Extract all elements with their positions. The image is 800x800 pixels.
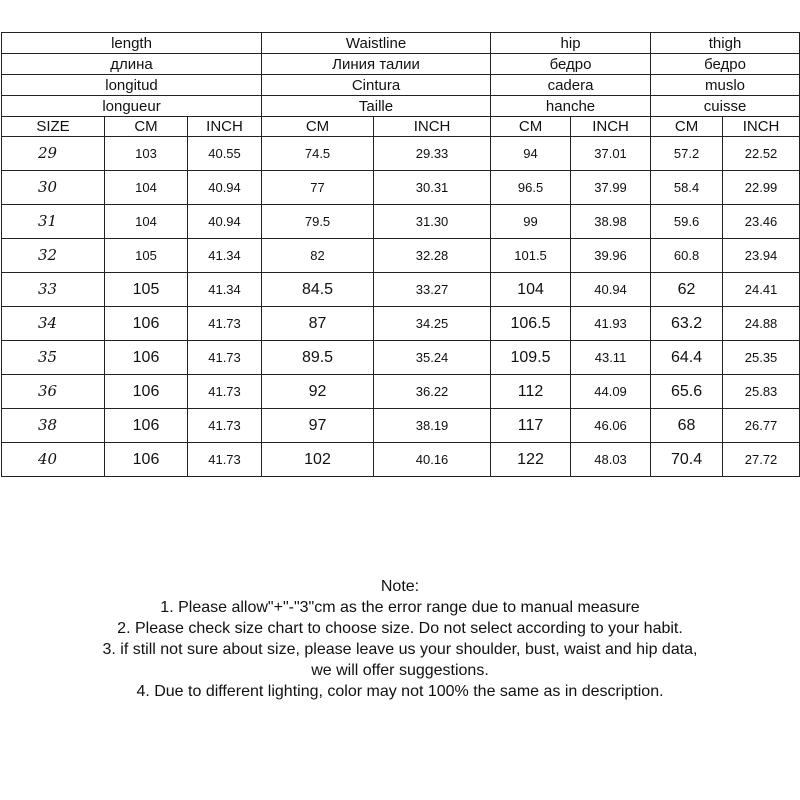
header-waist-es: Cintura (262, 75, 491, 96)
cell-hip-cm: 109.5 (491, 341, 571, 375)
cell-length-cm: 104 (105, 205, 188, 239)
cell-length-cm: 105 (105, 239, 188, 273)
cell-thigh-cm: 57.2 (651, 137, 723, 171)
cell-size: 31 (2, 205, 105, 239)
header-thigh: thigh (651, 33, 800, 54)
notes-title: Note: (380, 578, 420, 595)
cell-size: 35 (2, 341, 105, 375)
cell-waist-inch: 40.16 (374, 443, 491, 477)
cell-hip-inch: 41.93 (571, 307, 651, 341)
unit-row (2, 117, 800, 137)
cell-length-inch: 41.73 (188, 443, 262, 477)
header-row-ru (2, 54, 800, 75)
header-length-es: longitud (2, 75, 262, 96)
cell-thigh-inch: 22.52 (723, 137, 800, 171)
cell-thigh-cm: 70.4 (651, 443, 723, 477)
cell-thigh-cm: 68 (651, 409, 723, 443)
unit-hip-inch: INCH (571, 117, 651, 137)
header-thigh-es: muslo (651, 75, 800, 96)
cell-thigh-inch: 26.77 (723, 409, 800, 443)
cell-waist-inch: 38.19 (374, 409, 491, 443)
cell-size: 32 (2, 239, 105, 273)
header-length: length (2, 33, 262, 54)
header-hip-es: cadera (491, 75, 651, 96)
unit-thigh-cm: CM (651, 117, 723, 137)
cell-hip-cm: 96.5 (491, 171, 571, 205)
cell-hip-inch: 48.03 (571, 443, 651, 477)
cell-length-inch: 40.55 (188, 137, 262, 171)
cell-length-inch: 41.73 (188, 375, 262, 409)
cell-length-cm: 104 (105, 171, 188, 205)
cell-hip-cm: 94 (491, 137, 571, 171)
cell-waist-cm: 87 (262, 307, 374, 341)
note-line-3-cont: we will offer suggestions. (311, 662, 489, 679)
unit-thigh-inch: INCH (723, 117, 800, 137)
cell-thigh-cm: 65.6 (651, 375, 723, 409)
cell-hip-inch: 39.96 (571, 239, 651, 273)
unit-length-inch: INCH (188, 117, 262, 137)
cell-length-cm: 103 (105, 137, 188, 171)
cell-thigh-inch: 23.46 (723, 205, 800, 239)
cell-length-cm: 106 (105, 375, 188, 409)
table-row (2, 409, 800, 443)
cell-hip-inch: 37.99 (571, 171, 651, 205)
cell-waist-cm: 97 (262, 409, 374, 443)
cell-size: 40 (2, 443, 105, 477)
cell-waist-inch: 35.24 (374, 341, 491, 375)
note-line-1: 1. Please allow"+"-"3"cm as the error range due to manual measure (160, 599, 640, 616)
cell-thigh-inch: 24.41 (723, 273, 800, 307)
cell-length-inch: 41.73 (188, 409, 262, 443)
header-length-ru: длина (2, 54, 262, 75)
cell-length-cm: 106 (105, 443, 188, 477)
cell-hip-cm: 106.5 (491, 307, 571, 341)
header-hip-fr: hanche (491, 96, 651, 117)
cell-hip-cm: 112 (491, 375, 571, 409)
cell-hip-inch: 43.11 (571, 341, 651, 375)
header-waist: Waistline (262, 33, 491, 54)
cell-hip-cm: 104 (491, 273, 571, 307)
cell-hip-inch: 40.94 (571, 273, 651, 307)
header-row-en (2, 33, 800, 54)
header-hip-ru: бедро (491, 54, 651, 75)
cell-length-inch: 41.34 (188, 273, 262, 307)
table-row (2, 341, 800, 375)
cell-waist-inch: 32.28 (374, 239, 491, 273)
note-line-2: 2. Please check size chart to choose size. Do not select according to your habit. (117, 620, 683, 637)
cell-thigh-inch: 22.99 (723, 171, 800, 205)
header-waist-ru: Линия талии (262, 54, 491, 75)
table-row (2, 375, 800, 409)
table-row (2, 205, 800, 239)
table-row (2, 137, 800, 171)
cell-hip-inch: 46.06 (571, 409, 651, 443)
cell-waist-cm: 77 (262, 171, 374, 205)
cell-thigh-inch: 24.88 (723, 307, 800, 341)
unit-waist-cm: CM (262, 117, 374, 137)
cell-size: 33 (2, 273, 105, 307)
size-table (1, 32, 800, 477)
cell-waist-cm: 74.5 (262, 137, 374, 171)
cell-waist-inch: 31.30 (374, 205, 491, 239)
cell-waist-inch: 34.25 (374, 307, 491, 341)
cell-waist-inch: 30.31 (374, 171, 491, 205)
unit-size: SIZE (2, 117, 105, 137)
cell-size: 34 (2, 307, 105, 341)
cell-length-inch: 41.73 (188, 307, 262, 341)
cell-length-cm: 106 (105, 409, 188, 443)
cell-waist-inch: 29.33 (374, 137, 491, 171)
cell-size: 36 (2, 375, 105, 409)
cell-waist-cm: 82 (262, 239, 374, 273)
notes-block (0, 576, 800, 702)
cell-hip-cm: 122 (491, 443, 571, 477)
cell-waist-cm: 102 (262, 443, 374, 477)
note-line-4: 4. Due to different lighting, color may not 100% the same as in description. (136, 683, 664, 700)
cell-length-inch: 41.73 (188, 341, 262, 375)
cell-hip-cm: 117 (491, 409, 571, 443)
header-hip: hip (491, 33, 651, 54)
cell-thigh-inch: 23.94 (723, 239, 800, 273)
table-row (2, 443, 800, 477)
unit-waist-inch: INCH (374, 117, 491, 137)
header-thigh-ru: бедро (651, 54, 800, 75)
cell-thigh-cm: 63.2 (651, 307, 723, 341)
table-row (2, 239, 800, 273)
size-table-body (2, 33, 800, 477)
cell-waist-cm: 79.5 (262, 205, 374, 239)
note-line-3: 3. if still not sure about size, please leave us your shoulder, bust, waist and hip data, (102, 641, 698, 658)
header-length-fr: longueur (2, 96, 262, 117)
cell-thigh-cm: 58.4 (651, 171, 723, 205)
cell-thigh-inch: 25.83 (723, 375, 800, 409)
cell-size: 30 (2, 171, 105, 205)
header-row-es (2, 75, 800, 96)
cell-waist-cm: 92 (262, 375, 374, 409)
cell-waist-inch: 33.27 (374, 273, 491, 307)
header-waist-fr: Taille (262, 96, 491, 117)
table-row (2, 171, 800, 205)
cell-hip-cm: 101.5 (491, 239, 571, 273)
cell-length-cm: 106 (105, 341, 188, 375)
cell-thigh-cm: 64.4 (651, 341, 723, 375)
table-row (2, 273, 800, 307)
unit-hip-cm: CM (491, 117, 571, 137)
unit-length-cm: CM (105, 117, 188, 137)
cell-size: 38 (2, 409, 105, 443)
cell-length-inch: 40.94 (188, 205, 262, 239)
cell-hip-cm: 99 (491, 205, 571, 239)
cell-thigh-cm: 60.8 (651, 239, 723, 273)
cell-waist-cm: 84.5 (262, 273, 374, 307)
cell-length-cm: 105 (105, 273, 188, 307)
header-thigh-fr: cuisse (651, 96, 800, 117)
cell-waist-cm: 89.5 (262, 341, 374, 375)
cell-thigh-cm: 59.6 (651, 205, 723, 239)
cell-length-cm: 106 (105, 307, 188, 341)
table-row (2, 307, 800, 341)
cell-hip-inch: 37.01 (571, 137, 651, 171)
header-row-fr (2, 96, 800, 117)
cell-size: 29 (2, 137, 105, 171)
cell-waist-inch: 36.22 (374, 375, 491, 409)
cell-length-inch: 41.34 (188, 239, 262, 273)
cell-length-inch: 40.94 (188, 171, 262, 205)
cell-thigh-cm: 62 (651, 273, 723, 307)
cell-thigh-inch: 27.72 (723, 443, 800, 477)
cell-hip-inch: 44.09 (571, 375, 651, 409)
cell-hip-inch: 38.98 (571, 205, 651, 239)
cell-thigh-inch: 25.35 (723, 341, 800, 375)
